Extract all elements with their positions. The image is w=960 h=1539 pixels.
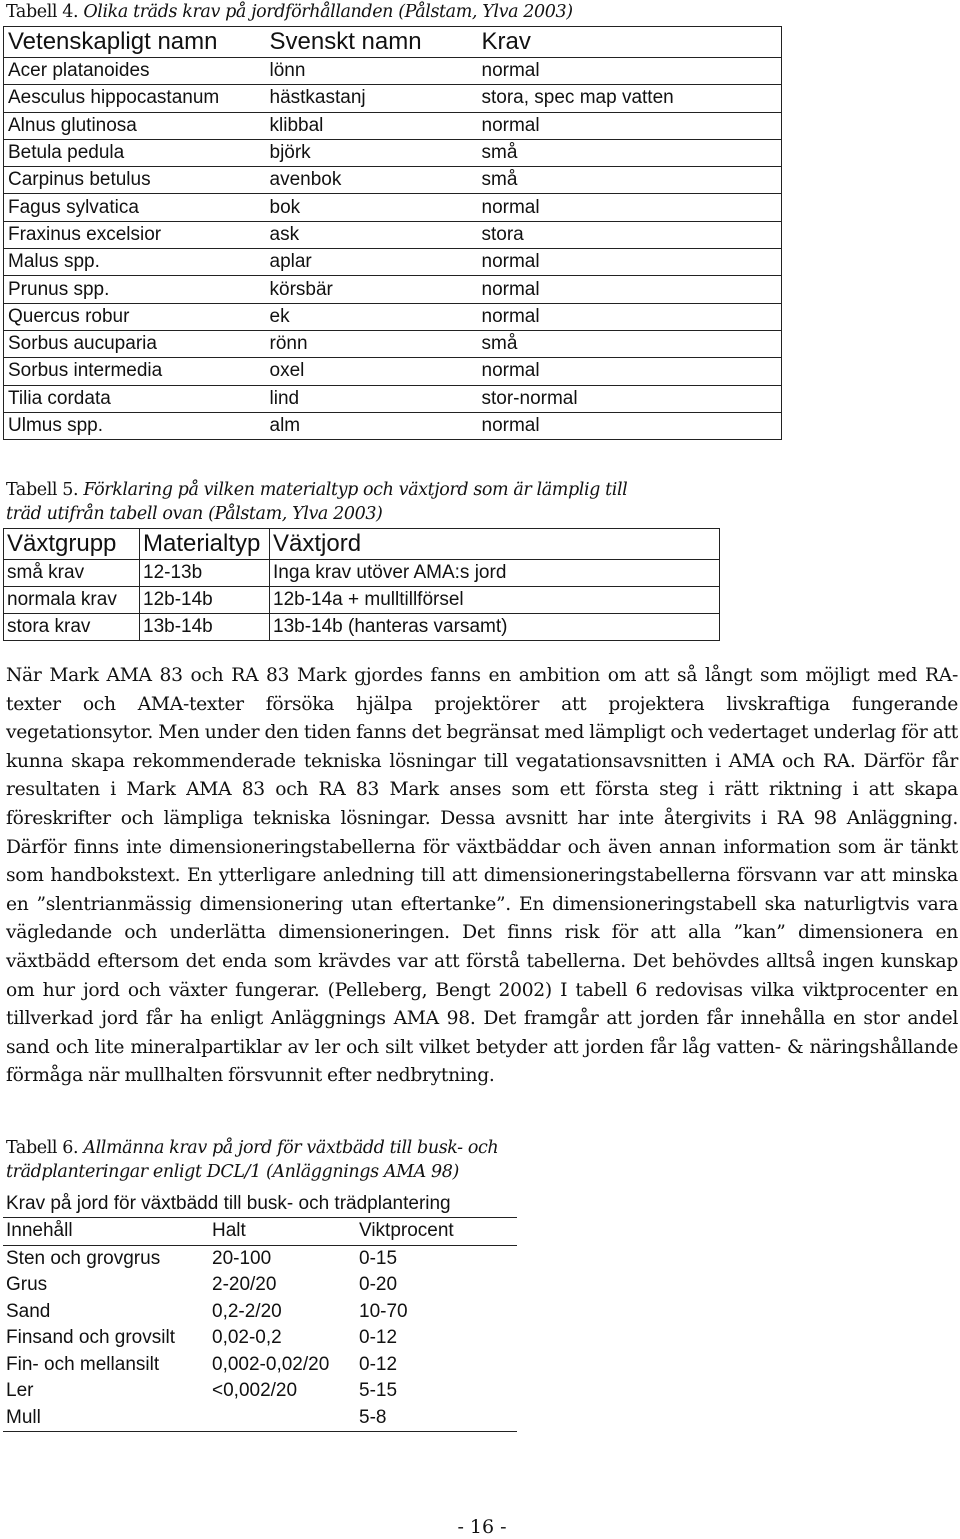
table6-header-cell: Halt <box>209 1218 356 1246</box>
table-cell: 12b-14b <box>140 587 270 614</box>
table-cell: Sand <box>6 1300 51 1322</box>
table5-caption-line1 <box>6 478 627 502</box>
table4-body <box>4 58 782 440</box>
table-cell: klibbal <box>266 112 478 139</box>
table-cell: Carpinus betulus <box>4 167 266 194</box>
table-cell: Betula pedula <box>4 139 266 166</box>
table-row <box>3 1299 517 1326</box>
table-cell: Sorbus intermedia <box>4 358 266 385</box>
table-cell: små <box>478 330 782 357</box>
table-cell: rönn <box>266 330 478 357</box>
table-cell: Sten och grovgrus <box>6 1247 161 1269</box>
table-cell: lönn <box>266 58 478 85</box>
table-cell: aplar <box>266 249 478 276</box>
table-cell: körsbär <box>266 276 478 303</box>
table-cell: 0,002-0,02/20 <box>212 1353 330 1375</box>
table5-header-cell: Växtjord <box>270 529 720 560</box>
table-cell: Ler <box>6 1380 34 1402</box>
table-cell: 12b-14a + mulltillförsel <box>270 587 720 614</box>
table-cell: Fagus sylvatica <box>4 194 266 221</box>
table-row <box>4 112 782 139</box>
table-row <box>4 194 782 221</box>
table-cell: Finsand och grovsilt <box>6 1327 175 1349</box>
table5-body <box>4 560 720 641</box>
table6-caption-text: Allmänna krav på jord för växtbädd till busk- och <box>83 1138 499 1158</box>
table-cell: lind <box>266 385 478 412</box>
table-cell: 0,02-0,2 <box>212 1327 282 1349</box>
table6-body <box>3 1245 517 1432</box>
table4-caption-label: Tabell 4. <box>6 2 79 22</box>
table-row <box>3 1352 517 1379</box>
table-cell: Fraxinus excelsior <box>4 221 266 248</box>
table-cell: 0-20 <box>359 1274 398 1296</box>
table-row <box>4 139 782 166</box>
table-cell: 13b-14b (hanteras varsamt) <box>270 614 720 641</box>
table-cell: normal <box>478 249 782 276</box>
table-cell: björk <box>266 139 478 166</box>
table-cell: Ulmus spp. <box>4 412 266 439</box>
table-cell: 0-12 <box>359 1353 398 1375</box>
table-cell: normal <box>478 412 782 439</box>
table-cell: normal <box>478 358 782 385</box>
table-row <box>4 614 720 641</box>
table-cell: <0,002/20 <box>212 1380 298 1402</box>
table-row <box>4 587 720 614</box>
table-cell: 5-15 <box>359 1380 398 1402</box>
body-paragraph: När Mark AMA 83 och RA 83 Mark gjordes fanns en ambition om att så långt som möjligt med RA-texter och AMA-texter försöka hjälpa projektörer att projektera livskraftiga fungerande vegetationsytor. Men under den tiden fanns det begränsat med lämpligt och vedertaget underlag för att kunna skapa rekommenderade tekniska lösningar till vegatationsavsnitten i AMA och RA. Därför får resultaten i Mark AMA 83 och RA 83 Mark anses som ett första steg i rätt riktning i att skapa föreskrifter och lämpliga tekniska lösningar. Dessa avsnitt har inte återgivits i RA 98 Anläggning. Därför finns inte dimensioneringstabellerna för växtbäddar och även annan information som är tänkt som handbokstext. En ytterligare anledning till att dimensioneringstabellerna försvann var att minska en ”slentrianmässig dimensionering utan eftertanke”. En dimensioneringstabell ska naturligtvis vara vägledande och underlätta dimensioneringen. Det finns risk för att alla ”kan” dimensionera en växtbädd eftersom det enda som krävdes var att förstå tabellerna. Det behövdes alltså ingen kunskap om hur jord och växter fungerar. (Pelleberg, Bengt 2002) I tabell 6 redovisas vilka viktprocenter en tillverkad jord får ha enligt Anläggnings AMA 98. Det framgår att jorden får innehålla en stor andel sand och lite mineralpartiklar av ler och silt vilket betyder att jorden får låg vatten- & näringshållande förmåga när mullhalten försvunnit efter nedbrytning. <box>6 665 958 1087</box>
table-cell: stora <box>478 221 782 248</box>
table-cell: normal <box>478 303 782 330</box>
table-row <box>4 167 782 194</box>
table-cell: Acer platanoides <box>4 58 266 85</box>
table6 <box>3 1191 517 1432</box>
page-number <box>0 1516 960 1538</box>
table-row <box>3 1405 517 1432</box>
table-cell: Alnus glutinosa <box>4 112 266 139</box>
table4 <box>3 26 782 440</box>
table4-header-cell: Vetenskapligt namn <box>4 27 266 58</box>
table5-caption-text: Förklaring på vilken materialtyp och växtjord som är lämplig till <box>83 480 628 500</box>
table4-caption-text: Olika träds krav på jordförhållanden (Pålstam, Ylva 2003) <box>83 2 573 22</box>
table-cell: bok <box>266 194 478 221</box>
table-cell: stora krav <box>4 614 140 641</box>
table-cell: normal <box>478 112 782 139</box>
table5-caption-line2: träd utifrån tabell ovan (Pålstam, Ylva 2003) <box>6 504 383 524</box>
table-cell: 0,2-2/20 <box>212 1300 282 1322</box>
table-cell: oxel <box>266 358 478 385</box>
table-cell: avenbok <box>266 167 478 194</box>
table-cell: Sorbus aucuparia <box>4 330 266 357</box>
table-row <box>4 412 782 439</box>
table6-caption <box>6 1136 498 1184</box>
table-cell: Prunus spp. <box>4 276 266 303</box>
table-row <box>4 249 782 276</box>
table-cell: Fin- och mellansilt <box>6 1353 160 1375</box>
table-row <box>3 1378 517 1405</box>
table4-header-row <box>4 27 782 58</box>
table-row <box>4 560 720 587</box>
table-cell: hästkastanj <box>266 85 478 112</box>
table-cell: små <box>478 167 782 194</box>
table-cell: ask <box>266 221 478 248</box>
table-cell: Quercus robur <box>4 303 266 330</box>
table5-caption-label: Tabell 5. <box>6 480 79 500</box>
table-cell: normal <box>478 58 782 85</box>
table-cell: 20-100 <box>212 1247 272 1269</box>
table-cell: stora, spec map vatten <box>478 85 782 112</box>
table-cell: 2-20/20 <box>212 1274 277 1296</box>
table6-header-cell: Viktprocent <box>356 1218 517 1246</box>
table-cell: Malus spp. <box>4 249 266 276</box>
table-row <box>4 358 782 385</box>
table-cell: alm <box>266 412 478 439</box>
table-cell: små krav <box>4 560 140 587</box>
table-row <box>4 221 782 248</box>
table-row <box>3 1325 517 1352</box>
table5-header-row <box>4 529 720 560</box>
table6-caption-label: Tabell 6. <box>6 1138 79 1158</box>
table6-caption-line1 <box>6 1136 498 1160</box>
table-row <box>4 303 782 330</box>
table-row <box>4 276 782 303</box>
table-row <box>3 1245 517 1272</box>
table5 <box>3 528 720 641</box>
table6-title-row <box>3 1191 517 1218</box>
table5-header-cell: Materialtyp <box>140 529 270 560</box>
table-cell: stor-normal <box>478 385 782 412</box>
table4-caption <box>6 0 573 24</box>
table-row <box>4 330 782 357</box>
table-cell: Aesculus hippocastanum <box>4 85 266 112</box>
table4-header-cell: Krav <box>478 27 782 58</box>
table-cell: normala krav <box>4 587 140 614</box>
table6-caption-line2: trädplanteringar enligt DCL/1 (Anläggnings AMA 98) <box>6 1162 459 1182</box>
table-cell: 0-15 <box>359 1247 398 1269</box>
table-cell: 5-8 <box>356 1405 517 1432</box>
table-row <box>3 1272 517 1299</box>
table-cell: små <box>478 139 782 166</box>
table6-header-row <box>3 1218 517 1246</box>
table-cell: 13b-14b <box>140 614 270 641</box>
table-cell: ek <box>266 303 478 330</box>
page-number-text: - 16 - <box>457 1516 507 1538</box>
table-cell: Inga krav utöver AMA:s jord <box>270 560 720 587</box>
table4-header-cell: Svenskt namn <box>266 27 478 58</box>
table6-title: Krav på jord för växtbädd till busk- och trädplantering <box>3 1191 517 1218</box>
table-row <box>4 58 782 85</box>
table-cell: 10-70 <box>359 1300 408 1322</box>
table-row <box>4 85 782 112</box>
table5-header-cell: Växtgrupp <box>4 529 140 560</box>
table-cell: Mull <box>3 1405 209 1432</box>
table-cell: Tilia cordata <box>4 385 266 412</box>
table6-header-cell: Innehåll <box>3 1218 209 1246</box>
table-cell: Grus <box>6 1274 48 1296</box>
table-cell <box>209 1405 356 1432</box>
table-row <box>4 385 782 412</box>
table-cell: 12-13b <box>140 560 270 587</box>
table5-caption <box>6 478 627 526</box>
table-cell: 0-12 <box>359 1327 398 1349</box>
table-cell: normal <box>478 276 782 303</box>
table-cell: normal <box>478 194 782 221</box>
